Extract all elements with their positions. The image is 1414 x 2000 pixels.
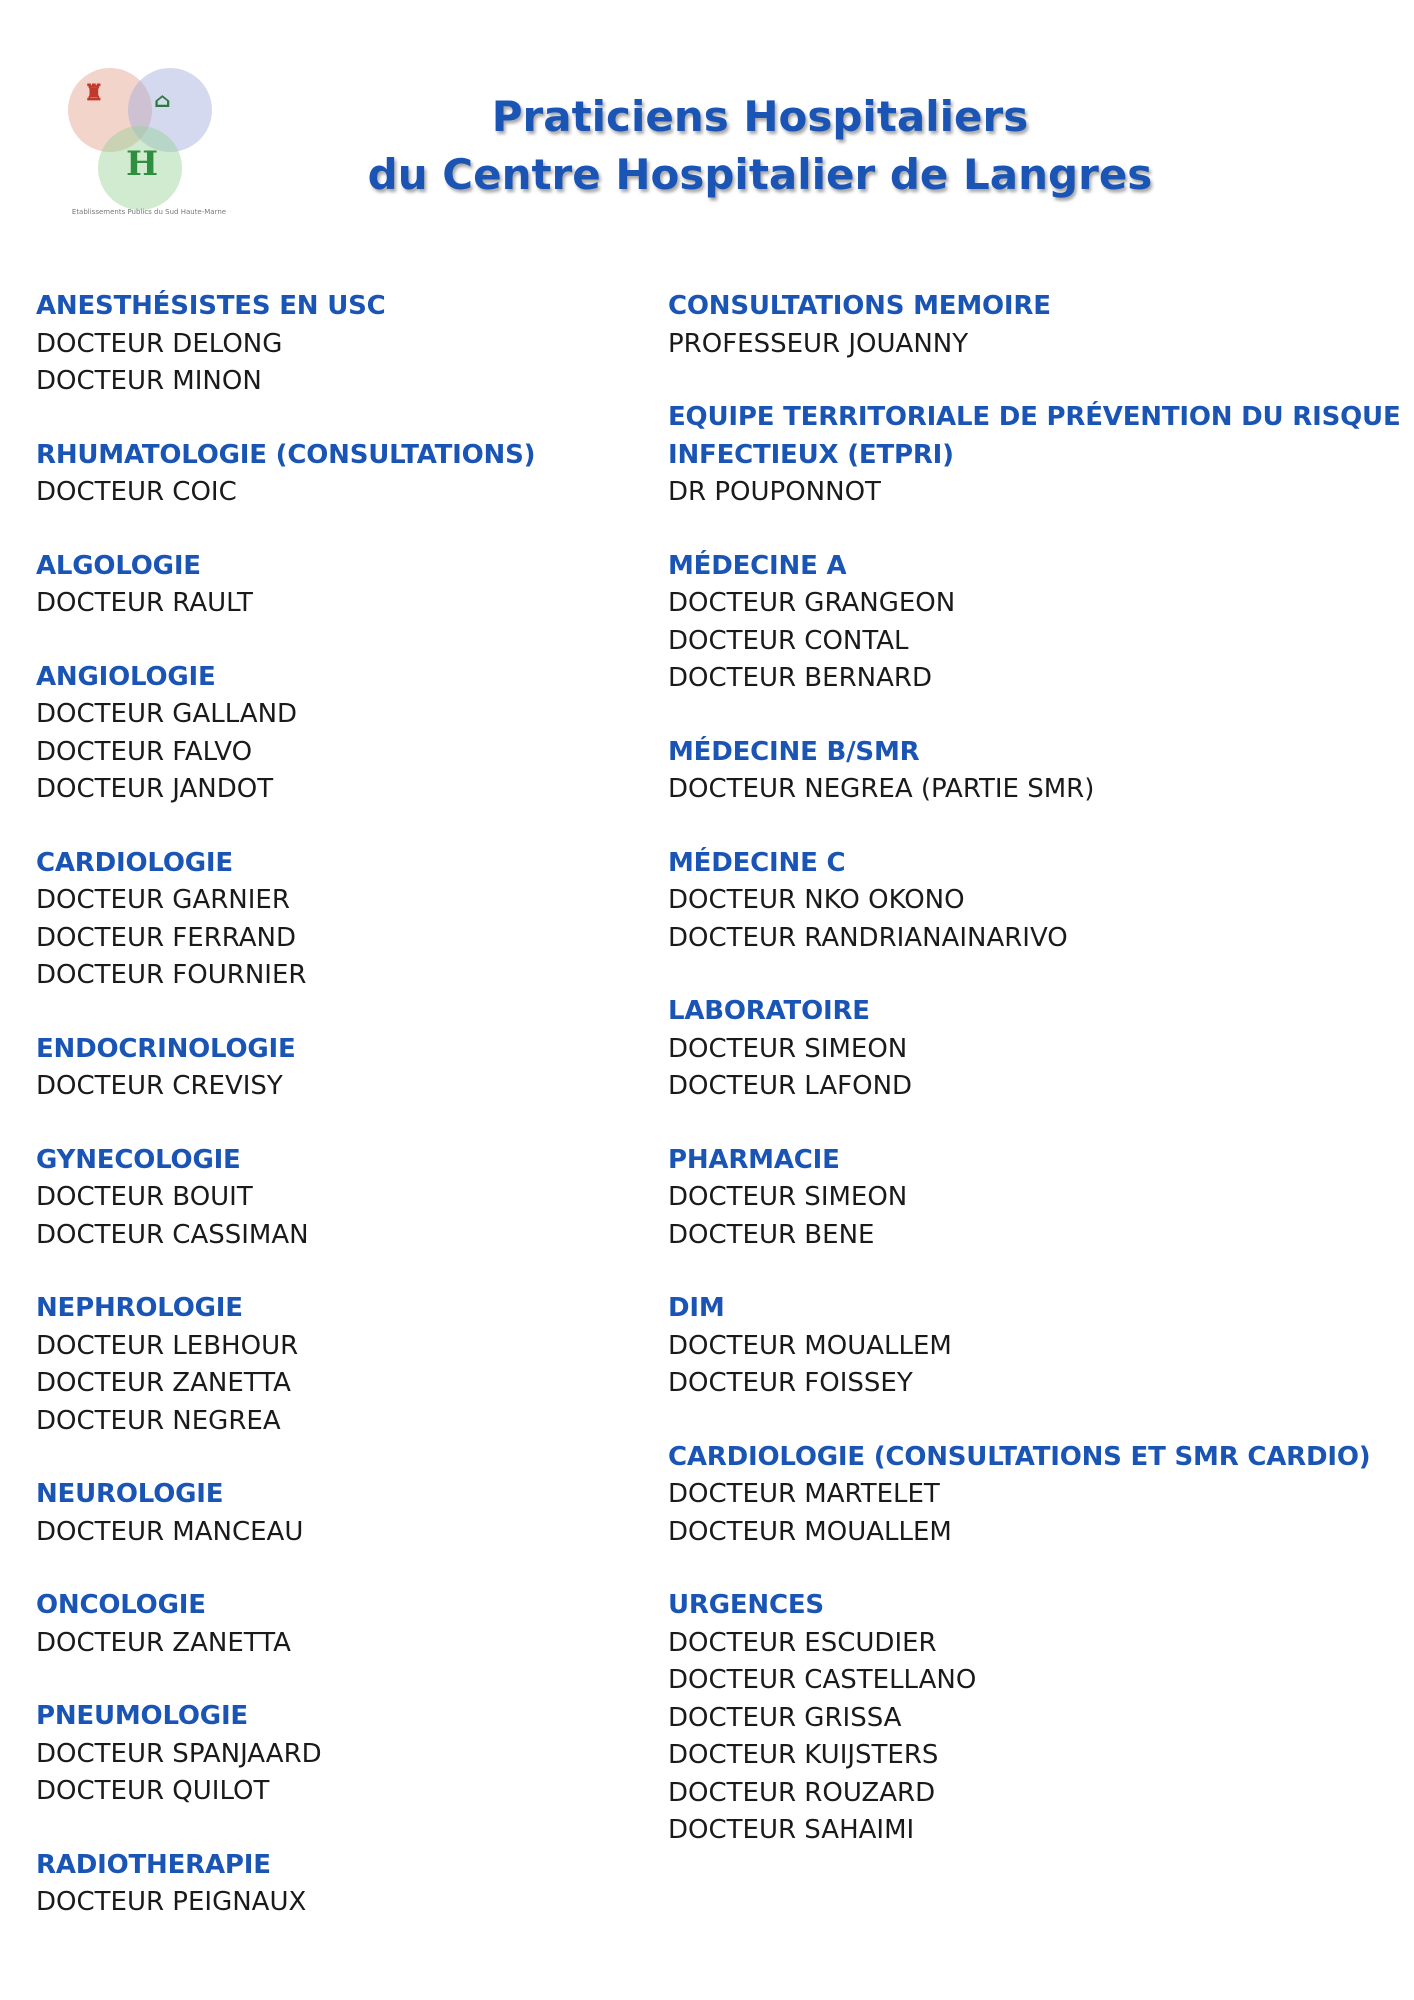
service-section [36, 548, 646, 623]
doctor-name: DOCTEUR CASTELLANO [668, 1665, 977, 1695]
service-section [668, 1142, 1388, 1255]
service-section [668, 548, 1388, 698]
doctor-name: DOCTEUR GRISSA [668, 1702, 902, 1733]
service-section [668, 288, 1388, 363]
doctor-name: DOCTEUR FOURNIER [36, 960, 307, 990]
doctor-name: DOCTEUR BOUIT [36, 1182, 253, 1212]
service-heading-continued: INFECTIEUX (ETPRI) [668, 439, 954, 470]
doctor-name: DOCTEUR MARTELET [668, 1479, 940, 1509]
logo-caption: Etablissements Publics du Sud Haute-Marne [71, 208, 227, 216]
doctor-name: DOCTEUR BERNARD [668, 663, 932, 693]
doctor-name: DOCTEUR DELONG [36, 328, 283, 359]
doctor-name: DOCTEUR GRANGEON [668, 588, 956, 618]
doctor-name: DOCTEUR COIC [36, 477, 237, 507]
service-section [668, 399, 1401, 512]
doctor-name: DOCTEUR ZANETTA [36, 1627, 291, 1658]
doctor-name: DOCTEUR NEGREA [36, 1405, 281, 1436]
service-heading: RHUMATOLOGIE (CONSULTATIONS) [36, 439, 536, 470]
service-section [36, 288, 646, 401]
service-section [36, 1847, 646, 1922]
service-heading: ONCOLOGIE [36, 1590, 206, 1620]
doctor-name: DOCTEUR MOUALLEM [668, 1330, 952, 1361]
service-section [36, 1031, 646, 1106]
service-section [36, 437, 646, 512]
service-heading: ALGOLOGIE [36, 550, 201, 581]
service-heading: GYNECOLOGIE [36, 1144, 241, 1175]
doctor-name: DOCTEUR NEGREA (PARTIE SMR) [668, 774, 1095, 804]
page-title [300, 88, 1220, 204]
doctor-name: DOCTEUR BENE [668, 1219, 875, 1250]
doctor-name: DOCTEUR RAULT [36, 588, 253, 618]
doctor-name: DOCTEUR QUILOT [36, 1776, 270, 1806]
service-heading: PNEUMOLOGIE [36, 1701, 248, 1731]
service-heading: ANESTHÉSISTES EN USC [36, 291, 386, 321]
service-heading: MÉDECINE C [668, 847, 846, 878]
service-heading: CARDIOLOGIE (CONSULTATIONS ET SMR CARDIO) [668, 1441, 1371, 1472]
logo-mark-h-icon: H [126, 144, 159, 184]
service-section [668, 1587, 1388, 1850]
doctor-name: DOCTEUR NKO OKONO [668, 885, 965, 915]
service-section [36, 1290, 646, 1440]
service-section [668, 993, 1388, 1106]
doctor-name: DOCTEUR SIMEON [668, 1182, 908, 1212]
doctor-name: DOCTEUR MANCEAU [36, 1516, 304, 1547]
right-column [668, 288, 1401, 1886]
doctor-name: PROFESSEUR JOUANNY [668, 328, 969, 359]
service-heading: RADIOTHERAPIE [36, 1849, 271, 1880]
service-heading: ANGIOLOGIE [36, 661, 216, 692]
service-heading: EQUIPE TERRITORIALE DE PRÉVENTION DU RISQUE [668, 402, 1401, 432]
service-heading: LABORATOIRE [668, 996, 870, 1026]
logo-mark-langres-icon: ⌂ [154, 88, 171, 112]
doctor-name: DOCTEUR SPANJAARD [36, 1738, 322, 1769]
service-section [36, 845, 646, 995]
service-section [668, 1290, 1388, 1403]
doctor-name: DOCTEUR GARNIER [36, 885, 290, 915]
doctor-name: DOCTEUR FOISSEY [668, 1368, 913, 1398]
doctor-name: DR POUPONNOT [668, 477, 881, 507]
left-column [36, 288, 646, 1958]
doctor-name: DOCTEUR LEBHOUR [36, 1330, 299, 1361]
service-heading: NEPHROLOGIE [36, 1293, 243, 1323]
service-heading: URGENCES [668, 1590, 824, 1620]
service-heading: NEUROLOGIE [36, 1479, 224, 1509]
service-heading: DIM [668, 1293, 725, 1323]
doctor-name: DOCTEUR PEIGNAUX [36, 1887, 307, 1917]
doctor-name: DOCTEUR ZANETTA [36, 1368, 291, 1398]
page-title-line-1: Praticiens Hospitaliers [491, 92, 1029, 141]
doctor-name: DOCTEUR SAHAIMI [668, 1815, 915, 1845]
service-section [36, 1587, 646, 1662]
doctor-name: DOCTEUR SIMEON [668, 1033, 908, 1064]
hospital-logo [64, 60, 234, 220]
service-heading: CARDIOLOGIE [36, 847, 233, 878]
service-section [668, 1439, 1388, 1552]
service-section [668, 734, 1388, 809]
doctor-name: DOCTEUR MOUALLEM [668, 1516, 952, 1547]
service-section [668, 845, 1388, 958]
service-heading: MÉDECINE A [668, 550, 847, 581]
service-heading: ENDOCRINOLOGIE [36, 1033, 296, 1064]
service-section [36, 1142, 646, 1255]
doctor-name: DOCTEUR KUIJSTERS [668, 1740, 939, 1770]
doctor-name: DOCTEUR CREVISY [36, 1071, 283, 1101]
doctor-name: DOCTEUR ROUZARD [668, 1777, 936, 1808]
service-section [36, 659, 646, 809]
doctor-name: DOCTEUR FALVO [36, 736, 253, 767]
doctor-name: DOCTEUR MINON [36, 366, 262, 396]
service-heading: PHARMACIE [668, 1144, 840, 1175]
service-section [36, 1476, 646, 1551]
service-section [36, 1698, 646, 1811]
doctor-name: DOCTEUR FERRAND [36, 922, 297, 953]
doctor-name: DOCTEUR RANDRIANAINARIVO [668, 922, 1068, 953]
doctor-name: DOCTEUR GALLAND [36, 699, 298, 729]
logo-mark-chaumont-icon: ♜ [84, 80, 104, 106]
page-title-line-2: du Centre Hospitalier de Langres [367, 150, 1153, 199]
doctor-name: DOCTEUR JANDOT [36, 774, 274, 804]
doctor-name: DOCTEUR ESCUDIER [668, 1627, 937, 1658]
doctor-name: DOCTEUR CASSIMAN [36, 1219, 309, 1250]
service-heading: CONSULTATIONS MEMOIRE [668, 291, 1051, 321]
doctor-name: DOCTEUR CONTAL [668, 625, 909, 656]
doctor-name: DOCTEUR LAFOND [668, 1071, 913, 1101]
service-heading: MÉDECINE B/SMR [668, 736, 920, 767]
